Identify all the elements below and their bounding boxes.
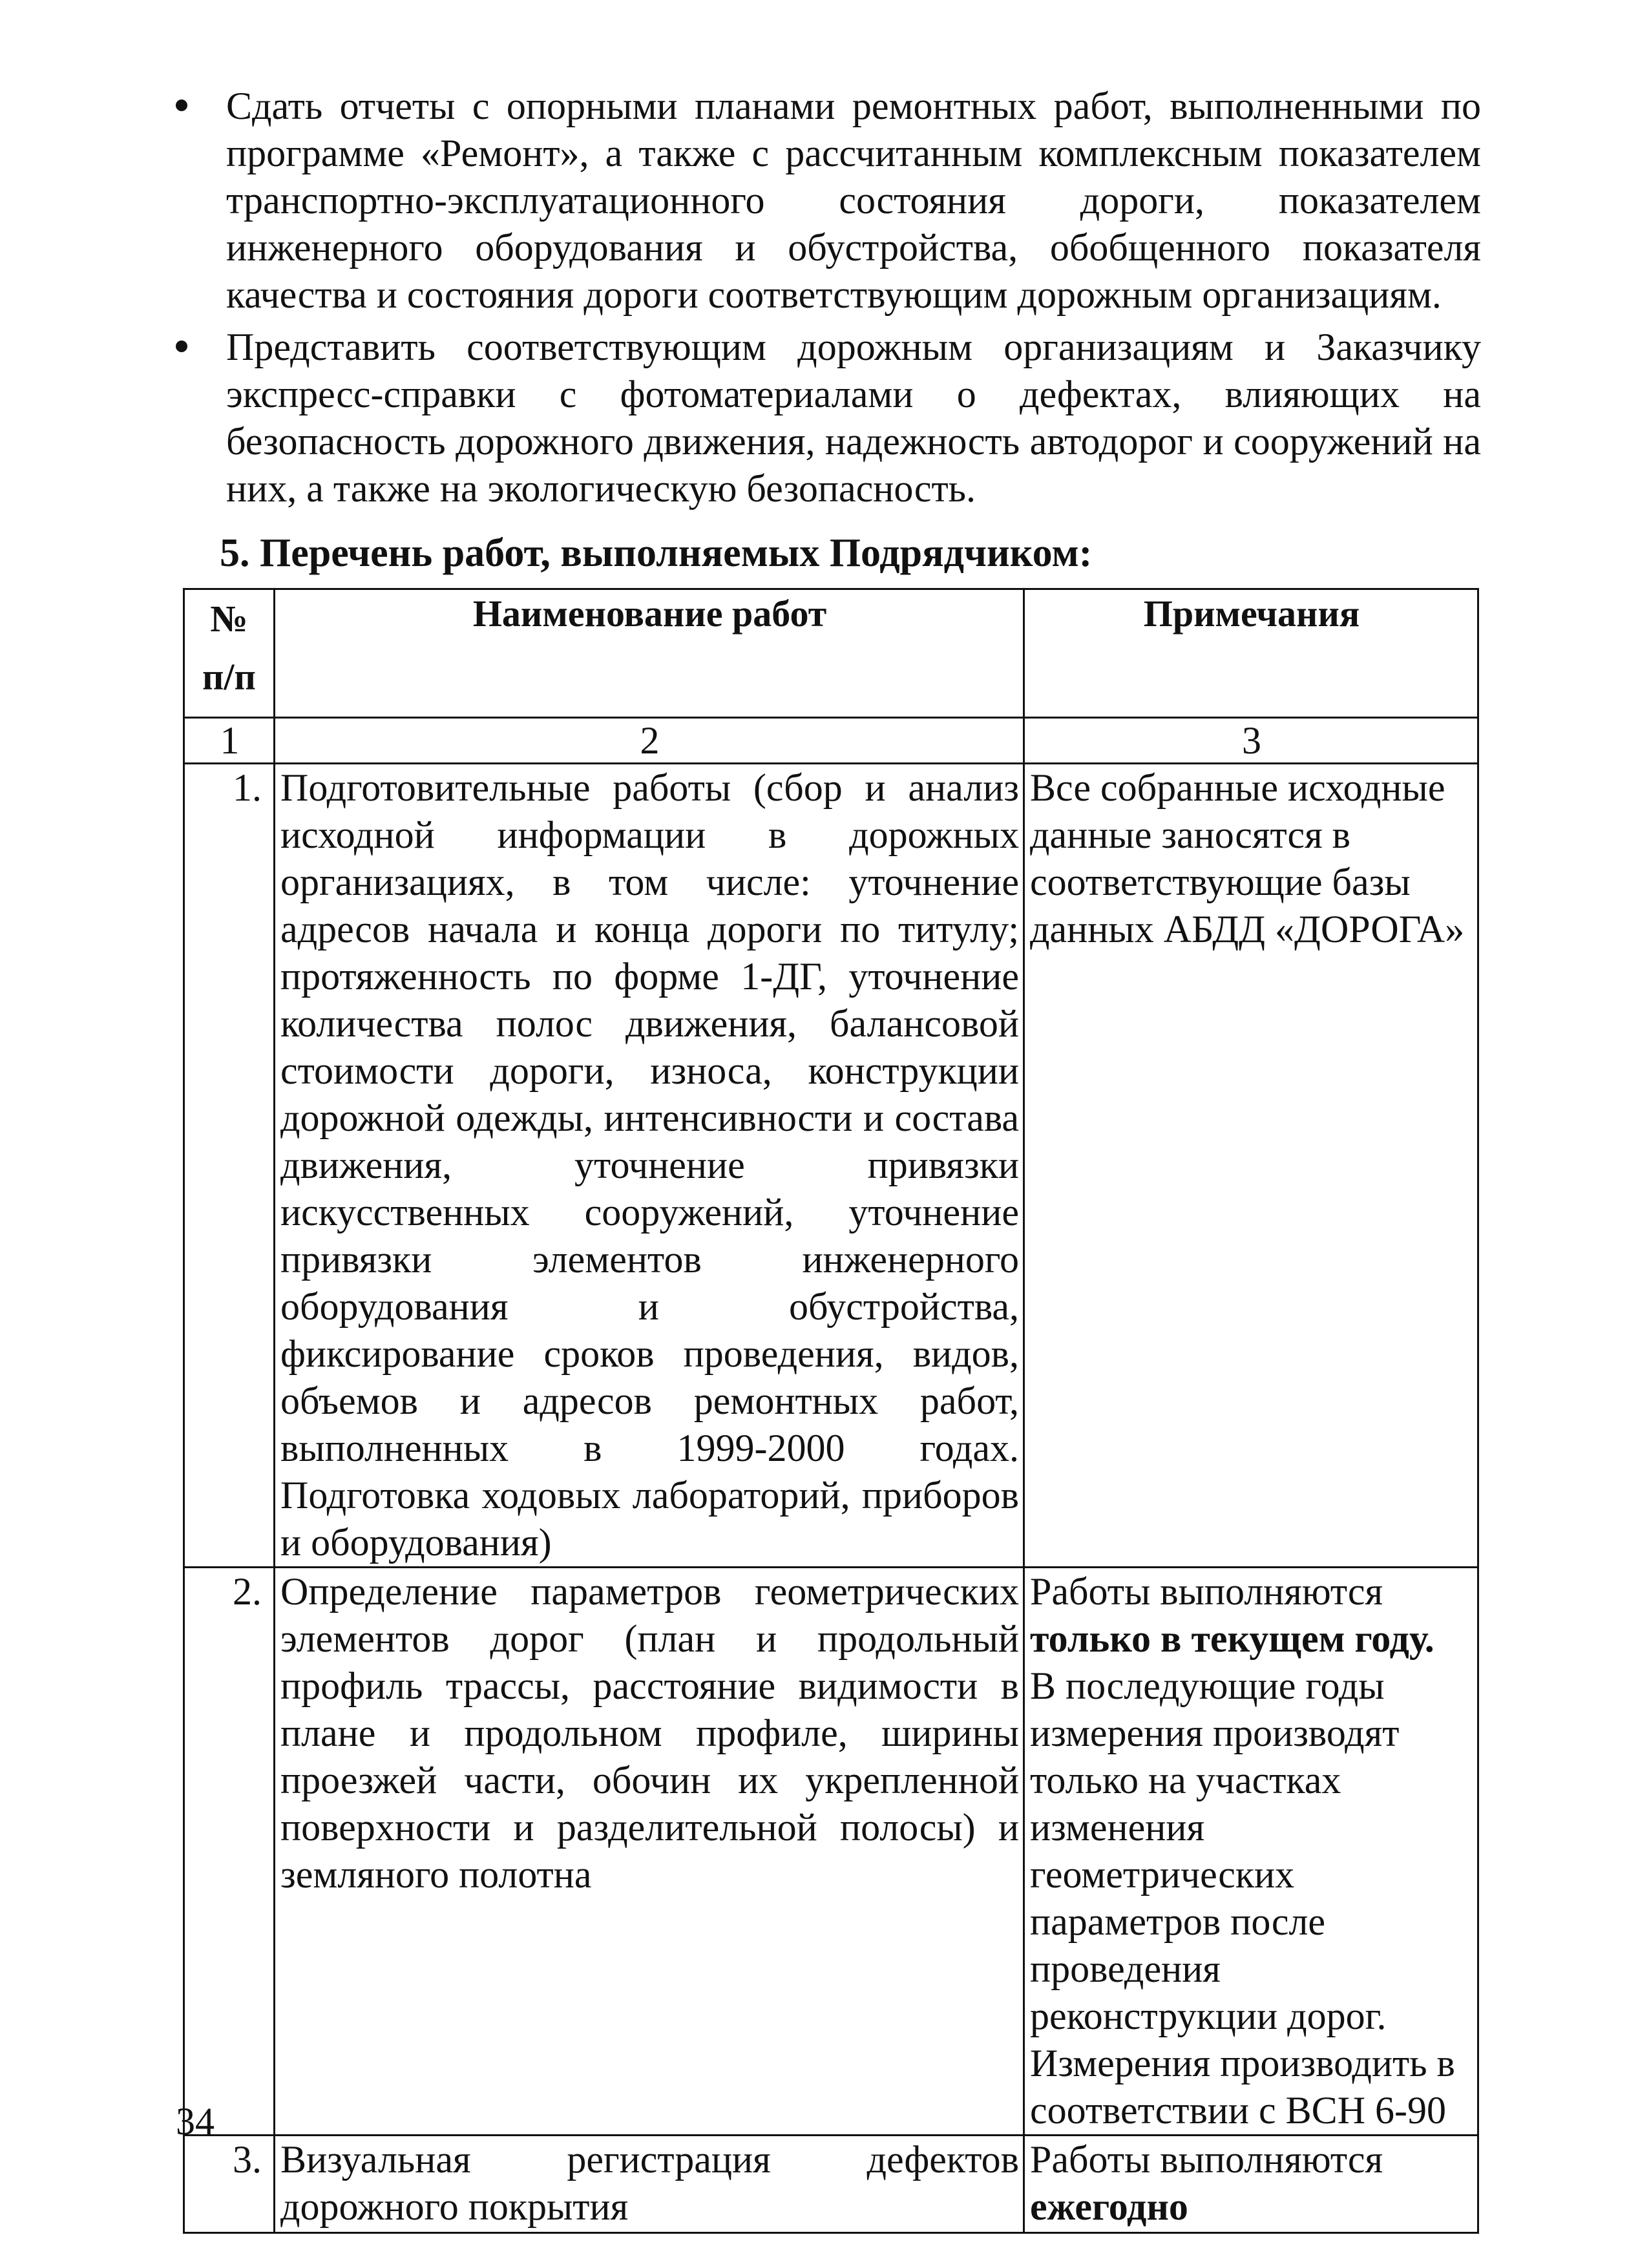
- table-row: [184, 1568, 1478, 2136]
- note-text: В последующие годы измерения производят только на участках изменения геометрических параметров после проведения реконструкции дорог. Измерения производить в соответствии с ВСН 6-90: [1030, 1664, 1455, 2132]
- list-item-text: Представить соответствующим дорожным организациям и Заказчику экспресс-справки с фотоматериалами о дефектах, влияющих на безопасность дорожного движения, надежность автодорог и сооружений на них, а также на экологическую безопасность.: [226, 326, 1481, 510]
- work-name: Определение параметров геометрических элементов дорог (план и продольный профиль трассы, расстояние видимости в плане и продольном профиле, ширины проезжей части, обочин их укрепленной поверхности и разделительной полосы) и земляного полотна: [275, 1568, 1024, 2136]
- work-note: [1024, 1568, 1478, 2136]
- section-heading: 5. Перечень работ, выполняемых Подрядчиком:: [220, 531, 1093, 575]
- work-name: Визуальная регистрация дефектов дорожного покрытия: [275, 2136, 1024, 2233]
- requirements-list: [169, 83, 1481, 518]
- row-number: 2.: [184, 1568, 275, 2136]
- list-item: [169, 324, 1481, 512]
- header-work-name: Наименование работ: [275, 589, 1024, 718]
- note-text: Работы выполняются: [1030, 2138, 1383, 2181]
- table-row: [184, 764, 1478, 1568]
- column-number: 1: [184, 718, 275, 764]
- row-number: 1.: [184, 764, 275, 1568]
- list-item: [169, 83, 1481, 319]
- bullet-icon: [176, 341, 187, 352]
- note-text: Работы выполняются: [1030, 1570, 1383, 1613]
- work-note: [1024, 2136, 1478, 2233]
- header-notes: Примечания: [1024, 589, 1478, 718]
- table-header-row: [184, 589, 1478, 718]
- header-number: № п/п: [184, 589, 275, 718]
- column-number: 3: [1024, 718, 1478, 764]
- column-number: 2: [275, 718, 1024, 764]
- works-table: [183, 588, 1479, 2234]
- work-name: Подготовительные работы (сбор и анализ исходной информации в дорожных организациях, в том числе: уточнение адресов начала и конца дороги по титулу; протяженность по форме 1-ДГ, уточнение количества полос движения, балансовой стоимости дороги, износа, конструкции дорожной одежды, интенсивности и состава движения, уточнение привязки искусственных сооружений, уточнение привязки элементов инженерного оборудования и обустройства, фиксирование сроков проведения, видов, объемов и адресов ремонтных работ, выполненных в 1999-2000 годах. Подготовка ходовых лабораторий, приборов и оборудования): [275, 764, 1024, 1568]
- column-number-row: [184, 718, 1478, 764]
- note-emphasis: только в текущем году.: [1030, 1617, 1434, 1660]
- work-note: Все собранные исходные данные заносятся в соответствующие базы данных АБДД «ДОРОГА»: [1024, 764, 1478, 1568]
- table-row: [184, 2136, 1478, 2233]
- page-number: 34: [176, 2100, 215, 2143]
- bullet-icon: [176, 100, 187, 111]
- row-number: 3.: [184, 2136, 275, 2233]
- list-item-text: Сдать отчеты с опорными планами ремонтных работ, выполненными по программе «Ремонт», а также с рассчитанным комплексным показателем транспортно-эксплуатационного состояния дороги, показателем инженерного оборудования и обустройства, обобщенного показателя качества и состояния дороги соответствующим дорожным организациям.: [226, 85, 1481, 316]
- note-emphasis: ежегодно: [1030, 2185, 1188, 2228]
